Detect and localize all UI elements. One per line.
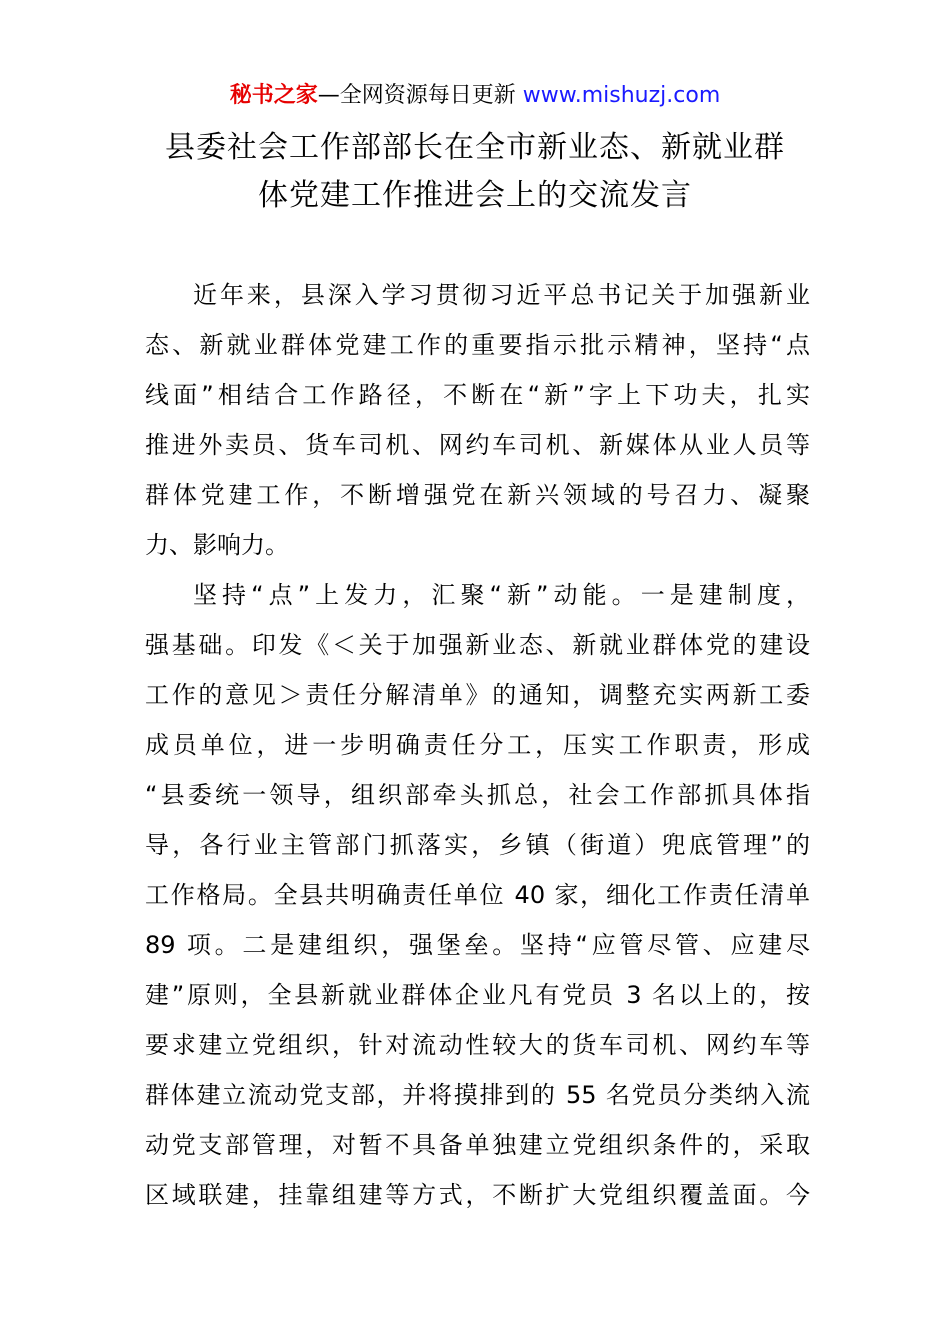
- paragraph-line: 强基础。印发《＜关于加强新业态、新就业群体党的建设: [145, 631, 810, 659]
- site-url-link[interactable]: www.mishuzj.com: [522, 83, 721, 108]
- paragraph-line: 动党支部管理，对暂不具备单独建立党组织条件的，采取: [145, 1131, 810, 1159]
- title-line-2: 体党建工作推进会上的交流发言: [258, 178, 692, 213]
- paragraph-line: “县委统一领导，组织部牵头抓总，社会工作部抓具体指: [145, 781, 810, 809]
- paragraph-line: 线面”相结合工作路径，不断在“新”字上下功夫，扎实: [145, 381, 810, 409]
- paragraph-line: 群体党建工作，不断增强党在新兴领域的号召力、凝聚: [145, 481, 810, 509]
- paragraph-line: 态、新就业群体党建工作的重要指示批示精神，坚持“点: [145, 331, 810, 359]
- paragraph-line: 工作格局。全县共明确责任单位 40 家，细化工作责任清单: [145, 881, 810, 909]
- paragraph-line: 群体建立流动党支部，并将摸排到的 55 名党员分类纳入流: [145, 1081, 810, 1109]
- title-line-1: 县委社会工作部部长在全市新业态、新就业群: [165, 130, 785, 165]
- paragraph-line: 建”原则，全县新就业群体企业凡有党员 3 名以上的，按: [145, 981, 810, 1009]
- paragraph-1: [145, 270, 810, 570]
- document-body: [145, 270, 810, 1220]
- document-title: [100, 124, 850, 220]
- paragraph-line: 导，各行业主管部门抓落实，乡镇（街道）兜底管理”的: [145, 831, 810, 859]
- paragraph-line: 成员单位，进一步明确责任分工，压实工作职责，形成: [145, 731, 810, 759]
- paragraph-line: 工作的意见＞责任分解清单》的通知，调整充实两新工委: [145, 681, 810, 709]
- brand-name: 秘书之家: [229, 83, 318, 108]
- paragraph-line: 近年来，县深入学习贯彻习近平总书记关于加强新业: [193, 281, 810, 309]
- paragraph-line: 坚持“点”上发力，汇聚“新”动能。一是建制度，: [193, 581, 810, 609]
- paragraph-line: 要求建立党组织，针对流动性较大的货车司机、网约车等: [145, 1031, 810, 1059]
- paragraph-line: 区域联建，挂靠组建等方式，不断扩大党组织覆盖面。今: [145, 1181, 810, 1209]
- site-tagline: —全网资源每日更新: [317, 83, 516, 108]
- site-header: [0, 80, 950, 112]
- paragraph-line: 89 项。二是建组织，强堡垒。坚持“应管尽管、应建尽: [145, 931, 810, 959]
- paragraph-line: 力、影响力。: [145, 531, 289, 559]
- paragraph-line: 推进外卖员、货车司机、网约车司机、新媒体从业人员等: [145, 431, 810, 459]
- paragraph-2: [145, 570, 810, 1220]
